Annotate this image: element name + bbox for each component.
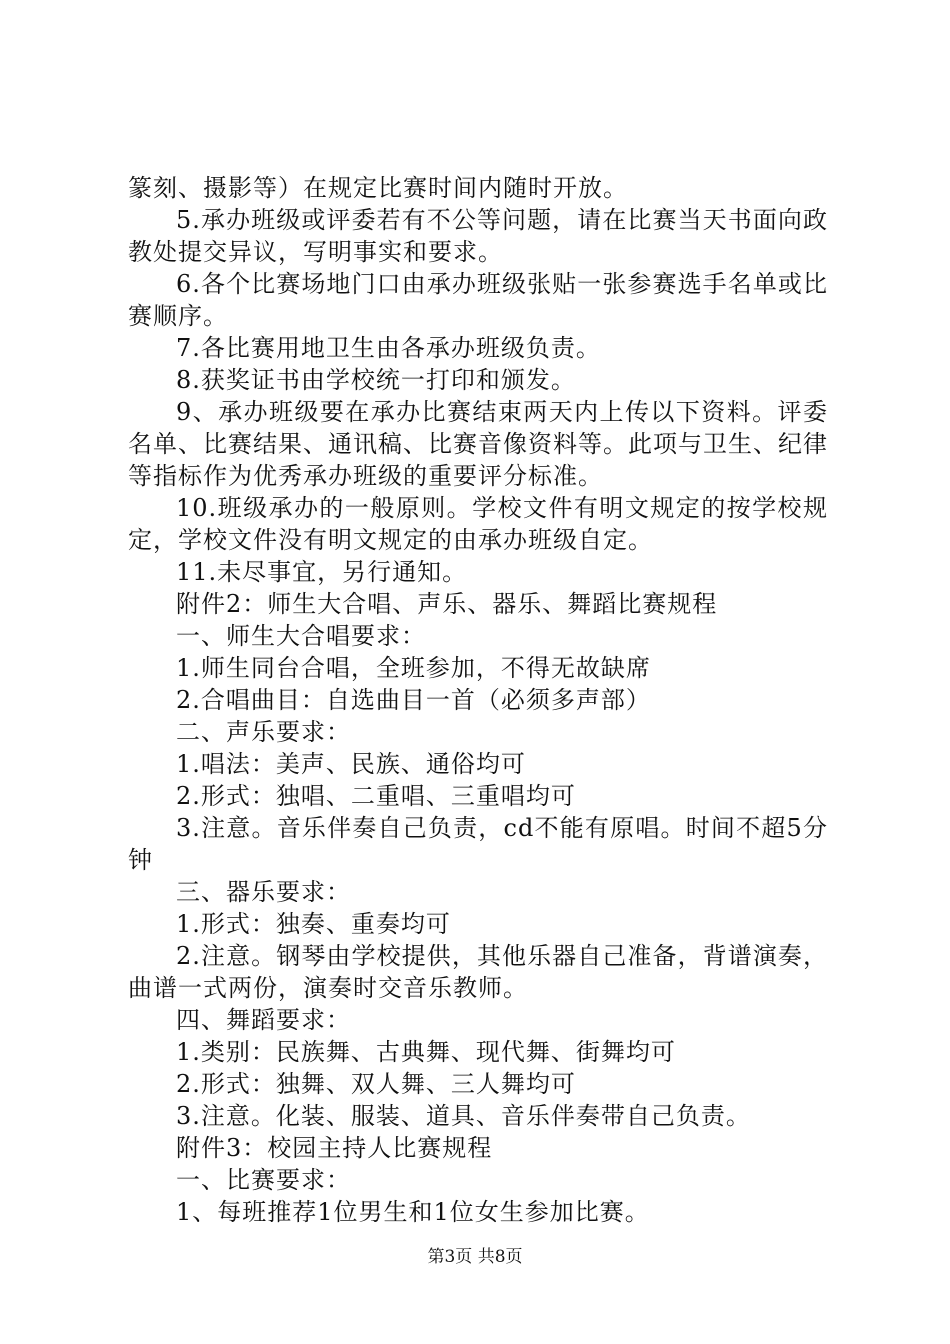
paragraph-item-8: 8.获奖证书由学校统一打印和颁发。 [176, 366, 576, 394]
dance-rule-3: 3.注意。化装、服装、道具、音乐伴奏带自己负责。 [176, 1102, 751, 1130]
paragraph-continuation: 篆刻、摄影等）在规定比赛时间内随时开放。 [128, 174, 628, 202]
section-heading-vocal: 二、声乐要求： [176, 718, 351, 746]
instrumental-rule-1: 1.形式：独奏、重奏均可 [176, 910, 451, 938]
section-heading-host: 一、比赛要求： [176, 1166, 351, 1194]
dance-rule-2: 2.形式：独舞、双人舞、三人舞均可 [176, 1070, 576, 1098]
paragraph-item-11: 11.未尽事宜，另行通知。 [176, 558, 468, 586]
paragraph-item-9: 9、承办班级要在承办比赛结束两天内上传以下资料。评委名单、比赛结果、通讯稿、比赛音像资料等。此项与卫生、纪律等指标作为优秀承办班级的重要评分标准。 [128, 398, 828, 490]
host-rule-1: 1、每班推荐1位男生和1位女生参加比赛。 [176, 1198, 650, 1226]
section-heading-dance: 四、舞蹈要求： [176, 1006, 351, 1034]
paragraph-item-6: 6.各个比赛场地门口由承办班级张贴一张参赛选手名单或比赛顺序。 [128, 270, 828, 330]
section-heading-instrumental: 三、器乐要求： [176, 878, 351, 906]
chorus-rule-2: 2.合唱曲目：自选曲目一首（必须多声部） [176, 686, 651, 714]
paragraph-item-5: 5.承办班级或评委若有不公等问题，请在比赛当天书面向政教处提交异议，写明事实和要求。 [128, 206, 828, 266]
dance-rule-1: 1.类别：民族舞、古典舞、现代舞、街舞均可 [176, 1038, 676, 1066]
vocal-rule-2: 2.形式：独唱、二重唱、三重唱均可 [176, 782, 576, 810]
document-body [128, 172, 828, 1228]
chorus-rule-1: 1.师生同台合唱，全班参加，不得无故缺席 [176, 654, 651, 682]
instrumental-rule-2: 2.注意。钢琴由学校提供，其他乐器自己准备，背谱演奏，曲谱一式两份，演奏时交音乐教师。 [128, 942, 828, 1002]
section-heading-chorus: 一、师生大合唱要求： [176, 622, 426, 650]
vocal-rule-3: 3.注意。音乐伴奏自己负责，cd不能有原唱。时间不超5分钟 [128, 814, 828, 874]
attachment-3-title: 附件3：校园主持人比赛规程 [176, 1134, 493, 1162]
attachment-2-title: 附件2：师生大合唱、声乐、器乐、舞蹈比赛规程 [176, 590, 718, 618]
paragraph-item-7: 7.各比赛用地卫生由各承办班级负责。 [176, 334, 601, 362]
paragraph-item-10: 10.班级承办的一般原则。学校文件有明文规定的按学校规定，学校文件没有明文规定的由承办班级自定。 [128, 494, 828, 554]
vocal-rule-1: 1.唱法：美声、民族、通俗均可 [176, 750, 526, 778]
page-number-footer: 第3页 共8页 [427, 1247, 523, 1267]
